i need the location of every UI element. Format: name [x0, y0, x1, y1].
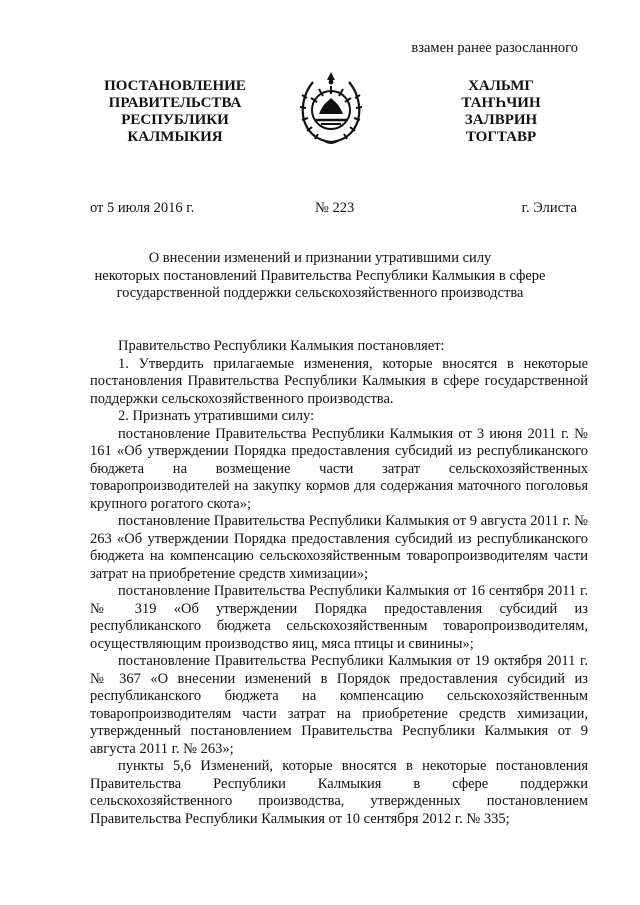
header-left: [80, 78, 270, 146]
header-right-line: ЗАЛВРИН: [464, 112, 538, 128]
header-left-line: РЕСПУБЛИКИ: [121, 112, 229, 128]
header-left-line: КАЛМЫКИЯ: [127, 129, 223, 145]
body-paragraph: постановление Правительства Республики Калмыкия от 16 сентября 2011 г. № 319 «Об утверждении Порядка предоставления субсидий из республиканского бюджета сельскохозяйственным товаропроизводителям, осуществляющим производство яиц, мяса птицы и свинины»;: [90, 583, 588, 652]
title-line: О внесении изменений и признании утратившими силу: [148, 250, 492, 266]
header-right-line: ТОГТАВР: [465, 129, 537, 145]
document-body: [90, 338, 588, 828]
body-paragraph: постановление Правительства Республики Калмыкия от 3 июня 2011 г. № 161 «Об утверждении Порядка предоставления субсидий из республиканского бюджета на возмещение части затрат сельскохозяйственных товаропроизводителей на закупку кормов для содержания маточного поголовья крупного рогатого скота»;: [90, 425, 588, 512]
body-paragraph: пункты 5,6 Изменений, которые вносятся в некоторые постановления Правительства Республики Калмыкия в сфере поддержки сельскохозяйственного производства, утвержденных постановлением Правительства Республики Калмыкия от 10 сентября 2012 г. № 335;: [90, 758, 588, 827]
header-right: [436, 78, 566, 146]
header-left-line: ПРАВИТЕЛЬСТВА: [108, 95, 242, 111]
document-number: № 223: [315, 200, 355, 216]
body-paragraph: Правительство Республики Калмыкия постановляет:: [118, 338, 445, 354]
header-right-line: ТАҤҺЧИН: [461, 95, 541, 111]
body-paragraph: постановление Правительства Республики Калмыкия от 19 октября 2011 г. № 367 «О внесении изменений в Порядок предоставления субсидий из республиканского бюджета на компенсацию сельскохозяйственным товаропроизводителям части затрат на приобретение средств химизации, утвержденный постановлением Правительства Республики Калмыкия от 9 августа 2011 г. № 263»;: [90, 653, 588, 757]
document-city: г. Элиста: [521, 200, 577, 216]
document-date: от 5 июля 2016 г.: [90, 200, 195, 216]
kalmykia-emblem-icon: [297, 68, 365, 146]
top-note: взамен ранее разосланного: [411, 40, 578, 56]
title-line: государственной поддержки сельскохозяйственного производства: [116, 285, 524, 301]
body-paragraph: постановление Правительства Республики Калмыкия от 9 августа 2011 г. № 263 «Об утверждении Порядка предоставления субсидий из республиканского бюджета на компенсацию сельскохозяйственным товаропроизводителям части затрат на приобретение средств химизации»;: [90, 513, 588, 582]
header-left-line: ПОСТАНОВЛЕНИЕ: [104, 78, 246, 94]
document-title: [60, 250, 580, 303]
body-paragraph: 2. Признать утратившими силу:: [118, 408, 315, 424]
body-paragraph: 1. Утвердить прилагаемые изменения, которые вносятся в некоторые постановления Правительства Республики Калмыкия в сфере государственной поддержки сельскохозяйственного производства.: [90, 355, 588, 407]
title-line: некоторых постановлений Правительства Республики Калмыкия в сфере: [94, 267, 546, 284]
header-right-line: ХАЛЬМГ: [468, 78, 534, 94]
